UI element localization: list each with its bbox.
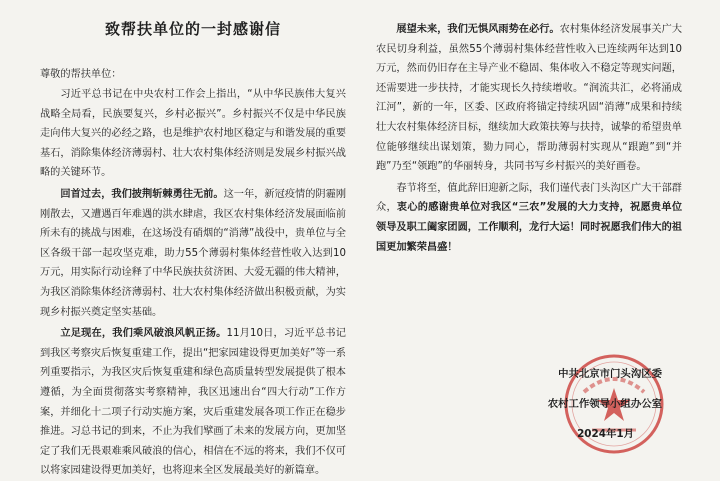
paragraph-4-body: 农村集体经济发展事关广大农民切身利益，虽然55个薄弱村集体经营性收入已连续两年达到10万元，然而仍旧存在主导产业不稳固、集体收入不稳定等现实问题，还需要进一步扶持，才能实现长久持续增收。“润流共汇，必将涌成江河”，新的一年，区委、区政府将锚定持续巩固“消薄”成果和持续壮大农村集体经济目标，继续加大政策扶筹与扶持，诚挚的希望贵单位能够继续出谋划策，勠力同心，帮助薄弱村实现从“跟跑”到“并跑”乃至“领跑”的华丽转身，共同书写乡村振兴的美好画卷。 — [376, 24, 683, 173]
paragraph-5-bold: 衷心的感谢贵单位对我区“三农”发展的大力支持，祝愿贵单位领导及职工阖家团圆，工作顺利，龙行大运！同时祝愿我们伟大的祖国更加繁荣昌盛！ — [376, 202, 683, 253]
signature-block — [460, 358, 670, 458]
paragraph-5 — [376, 179, 682, 257]
salutation: 尊敬的帮扶单位： — [40, 69, 122, 80]
signature-org-line-2: 农村工作领导小组办公室 — [547, 398, 662, 410]
letter-title: 致帮扶单位的一封感谢信 — [104, 20, 281, 38]
paragraph-4 — [376, 20, 682, 177]
paragraph-5-body: 春节将至，值此辞旧迎新之际，我们谨代表门头沟区广大干部群众， — [376, 182, 682, 214]
paragraph-4-lead: 展望未来，我们无惧风雨势在必行。 — [396, 24, 560, 35]
signature-org-line-1: 中共北京市门头沟区委 — [558, 368, 662, 380]
paragraph-3-body: 11月10日，习近平总书记到我区考察灾后恢复重建工作，提出“把家园建设得更加美好”等一系列重要指示，为我区灾后恢复重建和绿色高质量转型发展提供了根本遵循，为全面贯彻落实考察精神，我区迅速出台“四大行动”工作方案，并细化十二项子行动实施方案，灾后重建发展各项工作正在稳步推进。习总书记的到来，不止为我们擘画了未来的发展方向，更加坚定了我们无畏艰难乘风破浪的信心，相信在不远的将来，我们不仅可以将家园建设得更加美好，也将迎来全区发展最美好的新篇章。 — [40, 328, 346, 477]
left-column — [0, 0, 360, 480]
paragraph-3 — [40, 324, 346, 481]
paragraph-2 — [40, 185, 346, 322]
paragraph-2-body: 这一年，新冠疫情的阴霾刚刚散去，又遭遇百年难遇的洪水肆虐，我区农村集体经济发展面临前所未有的挑战与困难，在这场没有硝烟的“消薄”战役中，贵单位与全区各级干部一起攻坚克难，助力55个薄弱村集体经营性收入达到10万元，用实际行动诠释了中华民族扶贫济困、大爱无疆的伟大精神，为我区消除集体经济薄弱村、壮大农村集体经济做出积极贡献，为实现乡村振兴奠定坚实基础。 — [40, 188, 347, 318]
paragraph-3-lead: 立足现在，我们乘风破浪风帆正扬。 — [60, 328, 227, 340]
signature-date: 2024年1月 — [577, 428, 634, 440]
paragraph-1: 习近平总书记在中央农村工作会上指出，“从中华民族伟大复兴战略全局看，民族要复兴，乡村必振兴”。乡村振兴不仅是中华民族走向伟大复兴的必经之路，也是维护农村地区稳定与和谐发展的重要基石，消除集体经济薄弱村、壮大农村集体经济则是发展乡村振兴战略的关键环节。 — [40, 89, 346, 179]
paragraph-2-lead: 回首过去，我们披荆斩棘勇往无前。 — [60, 188, 224, 200]
